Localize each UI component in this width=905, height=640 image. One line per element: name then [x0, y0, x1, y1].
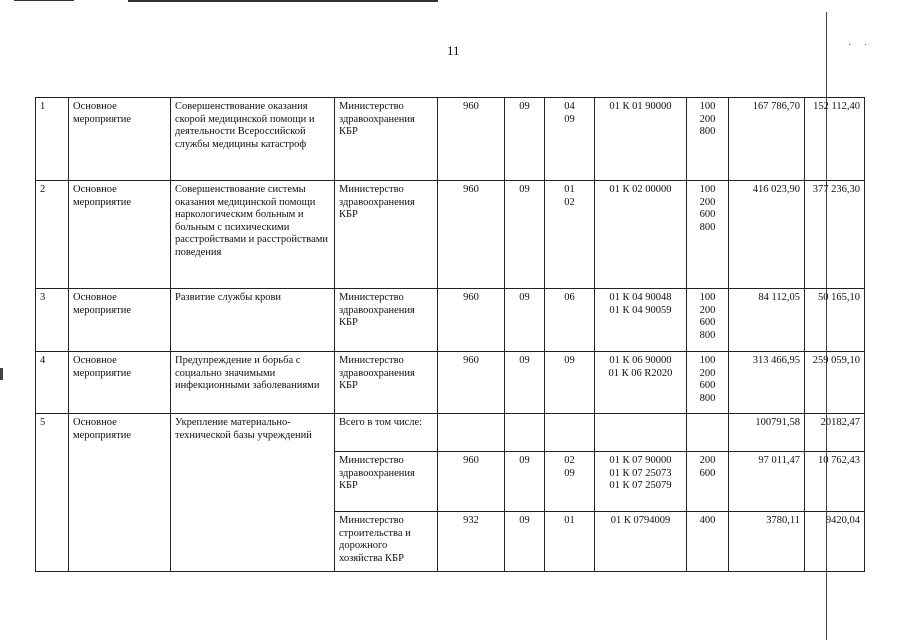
csr-code [595, 181, 687, 289]
executor: Министерство здравоохранения КБР [335, 181, 438, 289]
activity-type: Основное мероприятие [69, 289, 171, 352]
grbs-code: 960 [438, 181, 505, 289]
activity-name: Развитие службы крови [171, 289, 335, 352]
activity-type: Основное мероприятие [69, 181, 171, 289]
executor: Министерство строительства и дорожного хозяйства КБР [335, 512, 438, 572]
csr-code [595, 289, 687, 352]
vr-code-line: 600 [699, 317, 716, 328]
vr-code [687, 289, 729, 352]
table-row [36, 352, 865, 414]
grbs-code: 960 [438, 98, 505, 181]
sum-second: 259 059,10 [805, 352, 865, 414]
scan-artifact-dots: · · [848, 40, 868, 51]
pr-code-line: 09 [564, 355, 575, 366]
pr-code [545, 98, 595, 181]
vr-code-line: 200 [699, 455, 716, 466]
table-row [36, 414, 865, 452]
vr-code-line: 800 [699, 126, 716, 137]
csr-code [595, 98, 687, 181]
row-number: 3 [36, 289, 69, 352]
activity-type: Основное мероприятие [69, 414, 171, 572]
row-number: 4 [36, 352, 69, 414]
sum-second: 50 165,10 [805, 289, 865, 352]
grbs-code: 960 [438, 452, 505, 512]
vr-code-empty [687, 414, 729, 452]
activity-name: Совершенствование системы оказания медицинской помощи наркологическим больным и больным с психическими расстройствами и расстройствами поведения [171, 181, 335, 289]
vr-code [687, 512, 729, 572]
pr-code-line: 06 [564, 292, 575, 303]
pr-code [545, 289, 595, 352]
grbs-code: 960 [438, 289, 505, 352]
row-number: 1 [36, 98, 69, 181]
rz-code: 09 [505, 452, 545, 512]
vr-code-line: 200 [699, 304, 716, 316]
rz-code: 09 [505, 98, 545, 181]
activity-type: Основное мероприятие [69, 352, 171, 414]
vr-code-line: 800 [699, 392, 716, 404]
sum-second: 20182,47 [805, 414, 865, 452]
pr-code-line: 04 [564, 101, 575, 112]
executor: Министерство здравоохранения КБР [335, 352, 438, 414]
sum-second: 152 112,40 [805, 98, 865, 181]
vr-code [687, 452, 729, 512]
sum-first: 3780,11 [729, 512, 805, 572]
page-number: 11 [447, 43, 460, 58]
row-number: 2 [36, 181, 69, 289]
vr-code [687, 98, 729, 181]
csr-code-line: 01 К 02 00000 [609, 184, 672, 195]
pr-code-line: 02 [564, 455, 575, 466]
pr-code-empty [545, 414, 595, 452]
program-activities-table [35, 97, 865, 572]
csr-code-line: 01 К 04 90059 [609, 304, 672, 316]
vr-code-line: 200 [699, 196, 716, 208]
executor: Министерство здравоохранения КБР [335, 98, 438, 181]
pr-code [545, 452, 595, 512]
table-row [36, 98, 865, 181]
pr-code-line: 02 [564, 196, 575, 208]
csr-code-line: 01 К 06 90000 [609, 355, 672, 366]
grbs-code: 960 [438, 352, 505, 414]
rz-code-empty [505, 414, 545, 452]
sum-first: 97 011,47 [729, 452, 805, 512]
csr-code-empty [595, 414, 687, 452]
csr-code [595, 352, 687, 414]
grbs-code-empty [438, 414, 505, 452]
vr-code-line: 200 [699, 113, 716, 125]
pr-code-line: 09 [564, 467, 575, 479]
row-number: 5 [36, 414, 69, 572]
csr-code-line: 01 К 01 90000 [609, 101, 672, 112]
vr-code-line: 100 [699, 292, 716, 303]
sum-first: 313 466,95 [729, 352, 805, 414]
vr-code-line: 600 [699, 467, 716, 479]
rz-code: 09 [505, 352, 545, 414]
pr-code-line: 01 [564, 184, 575, 195]
vr-code-line: 200 [699, 367, 716, 379]
csr-code-line: 01 К 0794009 [610, 515, 671, 526]
activity-name: Совершенствование оказания скорой медицинской помощи и деятельности Всероссийской службы медицины катастроф [171, 98, 335, 181]
pr-code-line: 09 [564, 113, 575, 125]
vr-code [687, 352, 729, 414]
pr-code [545, 181, 595, 289]
vr-code [687, 181, 729, 289]
sum-first: 100791,58 [729, 414, 805, 452]
vr-code-line: 100 [699, 355, 716, 366]
vr-code-line: 400 [699, 515, 716, 526]
sum-second: 377 236,30 [805, 181, 865, 289]
csr-code-line: 01 К 07 25079 [609, 480, 672, 491]
scan-artifact-left-edge [0, 368, 3, 380]
executor-total: Всего в том числе: [335, 414, 438, 452]
table-row [36, 181, 865, 289]
pr-code [545, 512, 595, 572]
activity-type: Основное мероприятие [69, 98, 171, 181]
activity-name: Укрепление материально-технической базы учреждений [171, 414, 335, 572]
pr-code-line: 01 [564, 515, 575, 526]
csr-code-line: 01 К 07 25073 [609, 467, 672, 479]
rz-code: 09 [505, 512, 545, 572]
csr-code-line: 01 К 07 90000 [609, 455, 672, 466]
csr-code [595, 452, 687, 512]
vr-code-line: 800 [699, 329, 716, 341]
activity-name: Предупреждение и борьба с социально значимыми инфекционными заболеваниями [171, 352, 335, 414]
scan-artifact-top-left [14, 0, 74, 1]
table-row [36, 289, 865, 352]
vr-code-line: 800 [699, 221, 716, 233]
csr-code-line: 01 К 06 R2020 [608, 367, 673, 379]
sum-first: 416 023,90 [729, 181, 805, 289]
grbs-code: 932 [438, 512, 505, 572]
vr-code-line: 600 [699, 380, 716, 391]
sum-second: 10 762,43 [805, 452, 865, 512]
executor: Министерство здравоохранения КБР [335, 452, 438, 512]
csr-code-line: 01 К 04 90048 [609, 292, 672, 303]
vr-code-line: 600 [699, 209, 716, 220]
sum-first: 167 786,70 [729, 98, 805, 181]
rz-code: 09 [505, 289, 545, 352]
vr-code-line: 100 [699, 184, 716, 195]
vr-code-line: 100 [699, 101, 716, 112]
executor: Министерство здравоохранения КБР [335, 289, 438, 352]
rz-code: 09 [505, 181, 545, 289]
pr-code [545, 352, 595, 414]
sum-second: 9420,04 [805, 512, 865, 572]
csr-code [595, 512, 687, 572]
sum-first: 84 112,05 [729, 289, 805, 352]
scan-artifact-top [128, 0, 438, 2]
